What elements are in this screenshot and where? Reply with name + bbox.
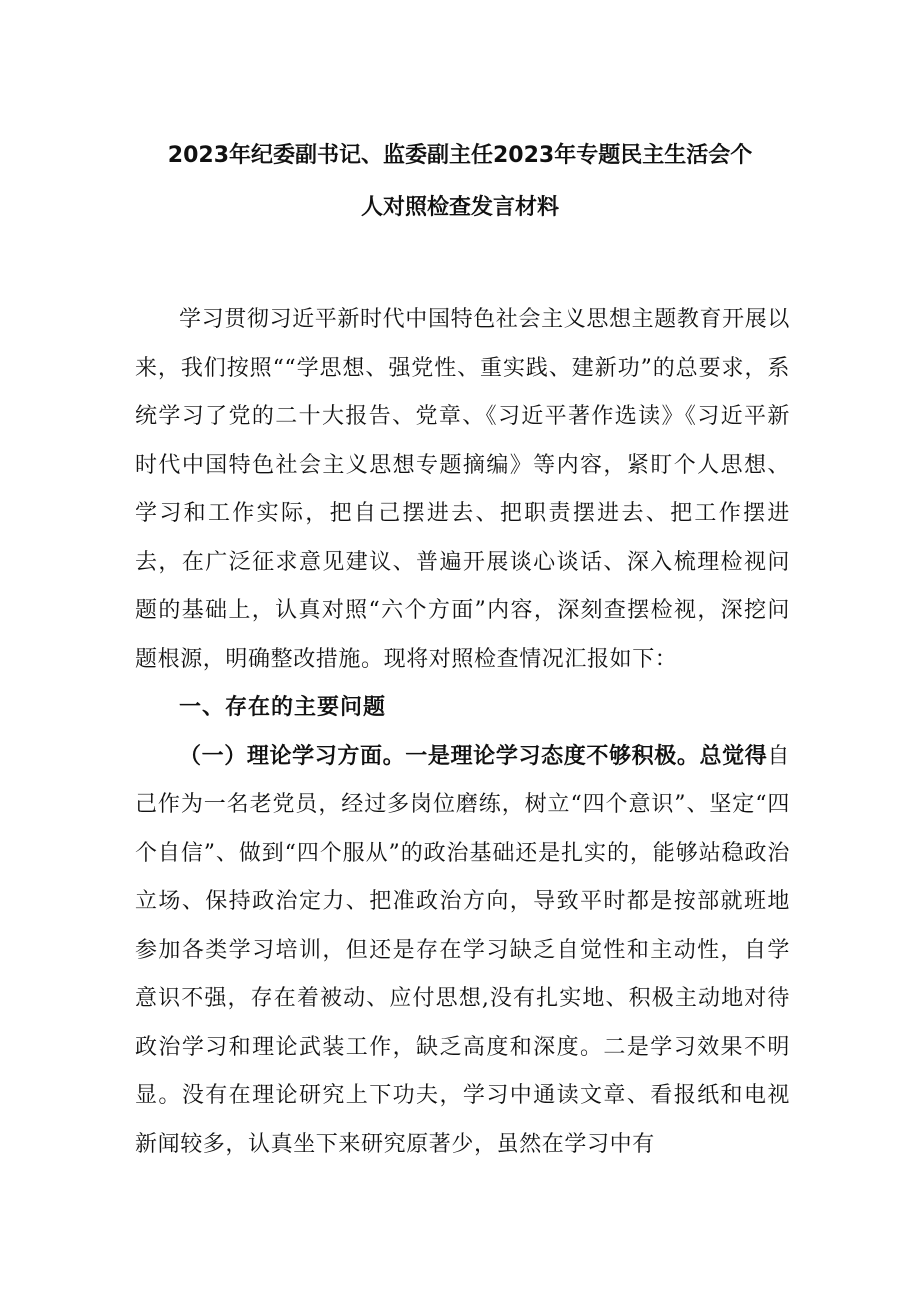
- section-1-heading: 一、存在的主要问题: [179, 695, 387, 720]
- document-body: [135, 296, 790, 1169]
- document-title-line-2: 人对照检查发言材料: [360, 195, 559, 220]
- section-1-item-1-body: 自己作为一名老党员，经过多岗位磨练，树立“四个意识”、坚定“四个自信”、做到“四个服从”的政治基础还是扎实的，能够站稳政治立场、保持政治定力、把准政治方向，导致平时都是按部就班地参加各类学习培训，但还是存在学习缺乏自觉性和主动性，自学意识不强，存在着被动、应付思想,没有扎实地、积极主动地对待政治学习和理论武装工作，缺乏高度和深度。二是学习效果不明显。没有在理论研究上下功夫，学习中通读文章、看报纸和电视新闻较多，认真坐下来研究原著少，虽然在学习中有: [135, 743, 790, 1157]
- section-1-item-1-lead-continued: 总觉得: [699, 743, 768, 769]
- section-1-item-1-paragraph: [135, 733, 790, 1170]
- section-1-item-1-lead: （一）理论学习方面。一是理论学习态度不够积极。: [179, 743, 700, 769]
- document-title-line-1: 2023年纪委副书记、监委副主任2023年专题民主生活会个: [167, 143, 753, 168]
- intro-paragraph: 学习贯彻习近平新时代中国特色社会主义思想主题教育开展以来，我们按照““学思想、强党性、重实践、建新功”的总要求，系统学习了党的二十大报告、党章、《习近平著作选读》《习近平新时代中国特色社会主义思想专题摘编》等内容，紧盯个人思想、学习和工作实际，把自己摆进去、把职责摆进去、把工作摆进去，在广泛征求意见建议、普遍开展谈心谈话、深入梳理检视问题的基础上，认真对照“六个方面”内容，深刻查摆检视，深挖问题根源，明确整改措施。现将对照检查情况汇报如下：: [135, 307, 790, 672]
